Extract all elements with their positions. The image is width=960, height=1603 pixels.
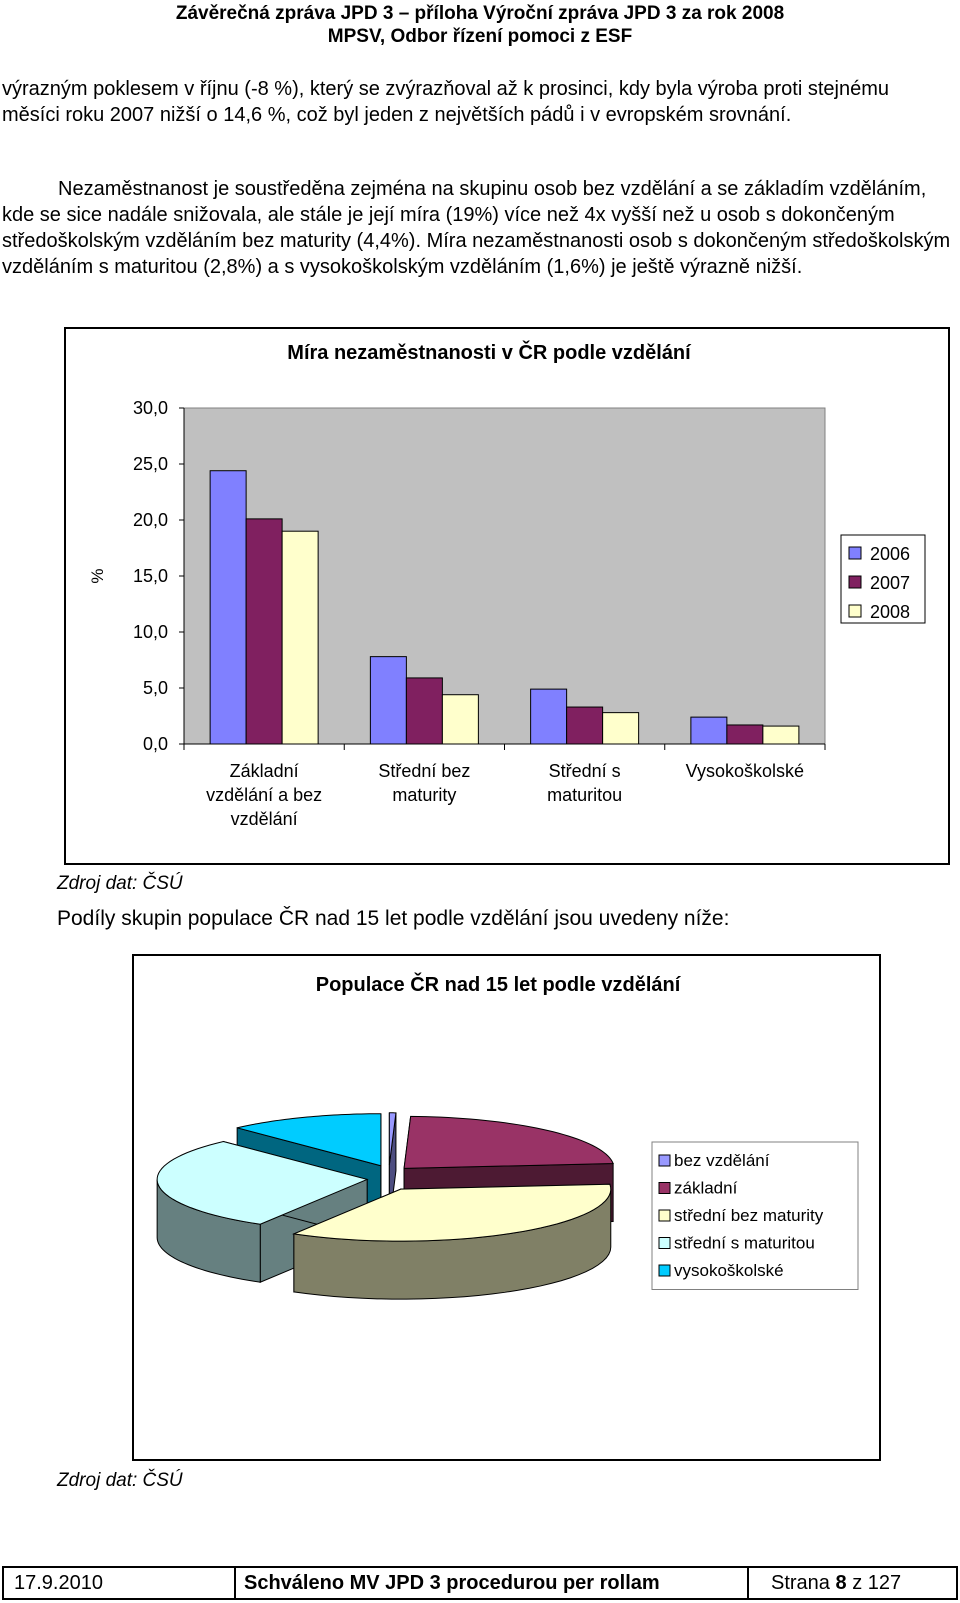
x-category-label — [206, 761, 322, 829]
bar — [691, 717, 727, 744]
bar — [567, 707, 603, 744]
y-tick-label: 15,0 — [132, 566, 168, 586]
legend-label: střední s maturitou — [674, 1233, 815, 1253]
footer-approval: Schváleno MV JPD 3 procedurou per rollam — [234, 1568, 749, 1598]
bar — [282, 531, 318, 744]
bar — [406, 678, 442, 744]
y-tick-label: 20,0 — [132, 510, 168, 530]
bar — [210, 471, 246, 744]
chart-title: Populace ČR nad 15 let podle vzdělání — [315, 974, 681, 996]
bar — [727, 725, 763, 744]
y-tick-label: 5,0 — [142, 678, 168, 698]
population-chart-svg — [134, 956, 879, 1459]
source-note-2: Zdroj dat: ČSÚ — [57, 1470, 183, 1491]
legend-label: 2007 — [870, 573, 911, 593]
x-category-line: Střední bez — [378, 761, 471, 781]
x-category-line: vzdělání a bez — [206, 785, 323, 805]
header-subtitle: MPSV, Odbor řízení pomoci z ESF — [327, 26, 633, 47]
footer-date: 17.9.2010 — [14, 1572, 103, 1594]
paragraph-unemployment-text: Nezaměstnanost je soustředěna zejména na skupinu osob bez vzdělání a se základím vzděláním, kde se sice nadále snižovala, ale stále je její míra (19%) více než 4x vyšší než u osob s dokončeným středoškolským vzděláním bez maturity (4,4%). Míra nezaměstnanosti osob s dokončeným středoškolským vzděláním s maturitou (2,8%) a s vysokoškolským vzděláním (1,6%) je ještě výrazně nižší. — [2, 178, 951, 278]
pie-slice-top — [404, 1116, 613, 1168]
legend-swatch — [659, 1155, 670, 1166]
page-footer — [2, 1566, 958, 1600]
x-category-line: maturity — [392, 785, 457, 805]
bar — [763, 726, 799, 744]
legend-swatch — [849, 547, 861, 559]
x-category-label — [547, 761, 622, 805]
legend-label: vysokoškolské — [674, 1261, 784, 1280]
legend-swatch — [849, 605, 861, 617]
header-title: Závěrečná zpráva JPD 3 – příloha Výroční zpráva JPD 3 za rok 2008 — [175, 3, 785, 24]
x-category-line: maturitou — [547, 785, 623, 805]
page-total: 127 — [867, 1572, 902, 1594]
unemployment-chart-svg — [66, 329, 948, 863]
legend-label: 2008 — [870, 602, 911, 622]
page-sep: z — [852, 1572, 863, 1594]
y-tick-label: 30,0 — [132, 398, 168, 418]
legend-swatch — [849, 576, 861, 588]
legend-swatch — [659, 1238, 670, 1249]
footer-page-number — [749, 1568, 956, 1598]
paragraph-unemployment — [2, 176, 952, 280]
legend-swatch — [659, 1183, 670, 1194]
legend-label: základní — [674, 1178, 738, 1198]
legend-label: bez vzdělání — [674, 1151, 770, 1170]
chart-title: Míra nezaměstnanosti v ČR podle vzdělání — [287, 342, 691, 364]
y-tick-label: 10,0 — [132, 622, 168, 642]
x-category-line: vzdělání — [230, 809, 298, 829]
x-category-line: Základní — [229, 761, 299, 781]
x-category-label — [378, 761, 470, 805]
bar — [442, 695, 478, 744]
x-category-line: Vysokoškolské — [685, 761, 805, 781]
legend-swatch — [659, 1210, 670, 1221]
population-intro: Podíly skupin populace ČR nad 15 let podle vzdělání jsou uvedeny níže: — [57, 907, 730, 930]
legend-swatch — [659, 1265, 670, 1276]
unemployment-chart — [64, 327, 950, 865]
paragraph-industry: výrazným poklesem v říjnu (-8 %), který se zvýrazňoval až k prosinci, kdy byla výroba proti stejnému měsíci roku 2007 nižší o 14,6 %, což byl jeden z největších pádů i v evropském srovnání. — [2, 78, 889, 126]
legend-label: střední bez maturity — [674, 1206, 824, 1225]
bar — [246, 519, 282, 744]
page-prefix: Strana — [771, 1572, 830, 1594]
y-axis-label: % — [88, 568, 107, 584]
bar — [531, 689, 567, 744]
page-current: 8 — [835, 1572, 847, 1594]
bar — [370, 657, 406, 744]
legend-label: 2006 — [870, 544, 911, 564]
y-tick-label: 0,0 — [142, 734, 168, 754]
x-category-label — [686, 761, 804, 781]
x-category-line: Střední s — [548, 761, 621, 781]
population-chart — [132, 954, 881, 1461]
y-tick-label: 25,0 — [132, 454, 168, 474]
bar — [603, 713, 639, 744]
source-note-1: Zdroj dat: ČSÚ — [57, 873, 183, 894]
